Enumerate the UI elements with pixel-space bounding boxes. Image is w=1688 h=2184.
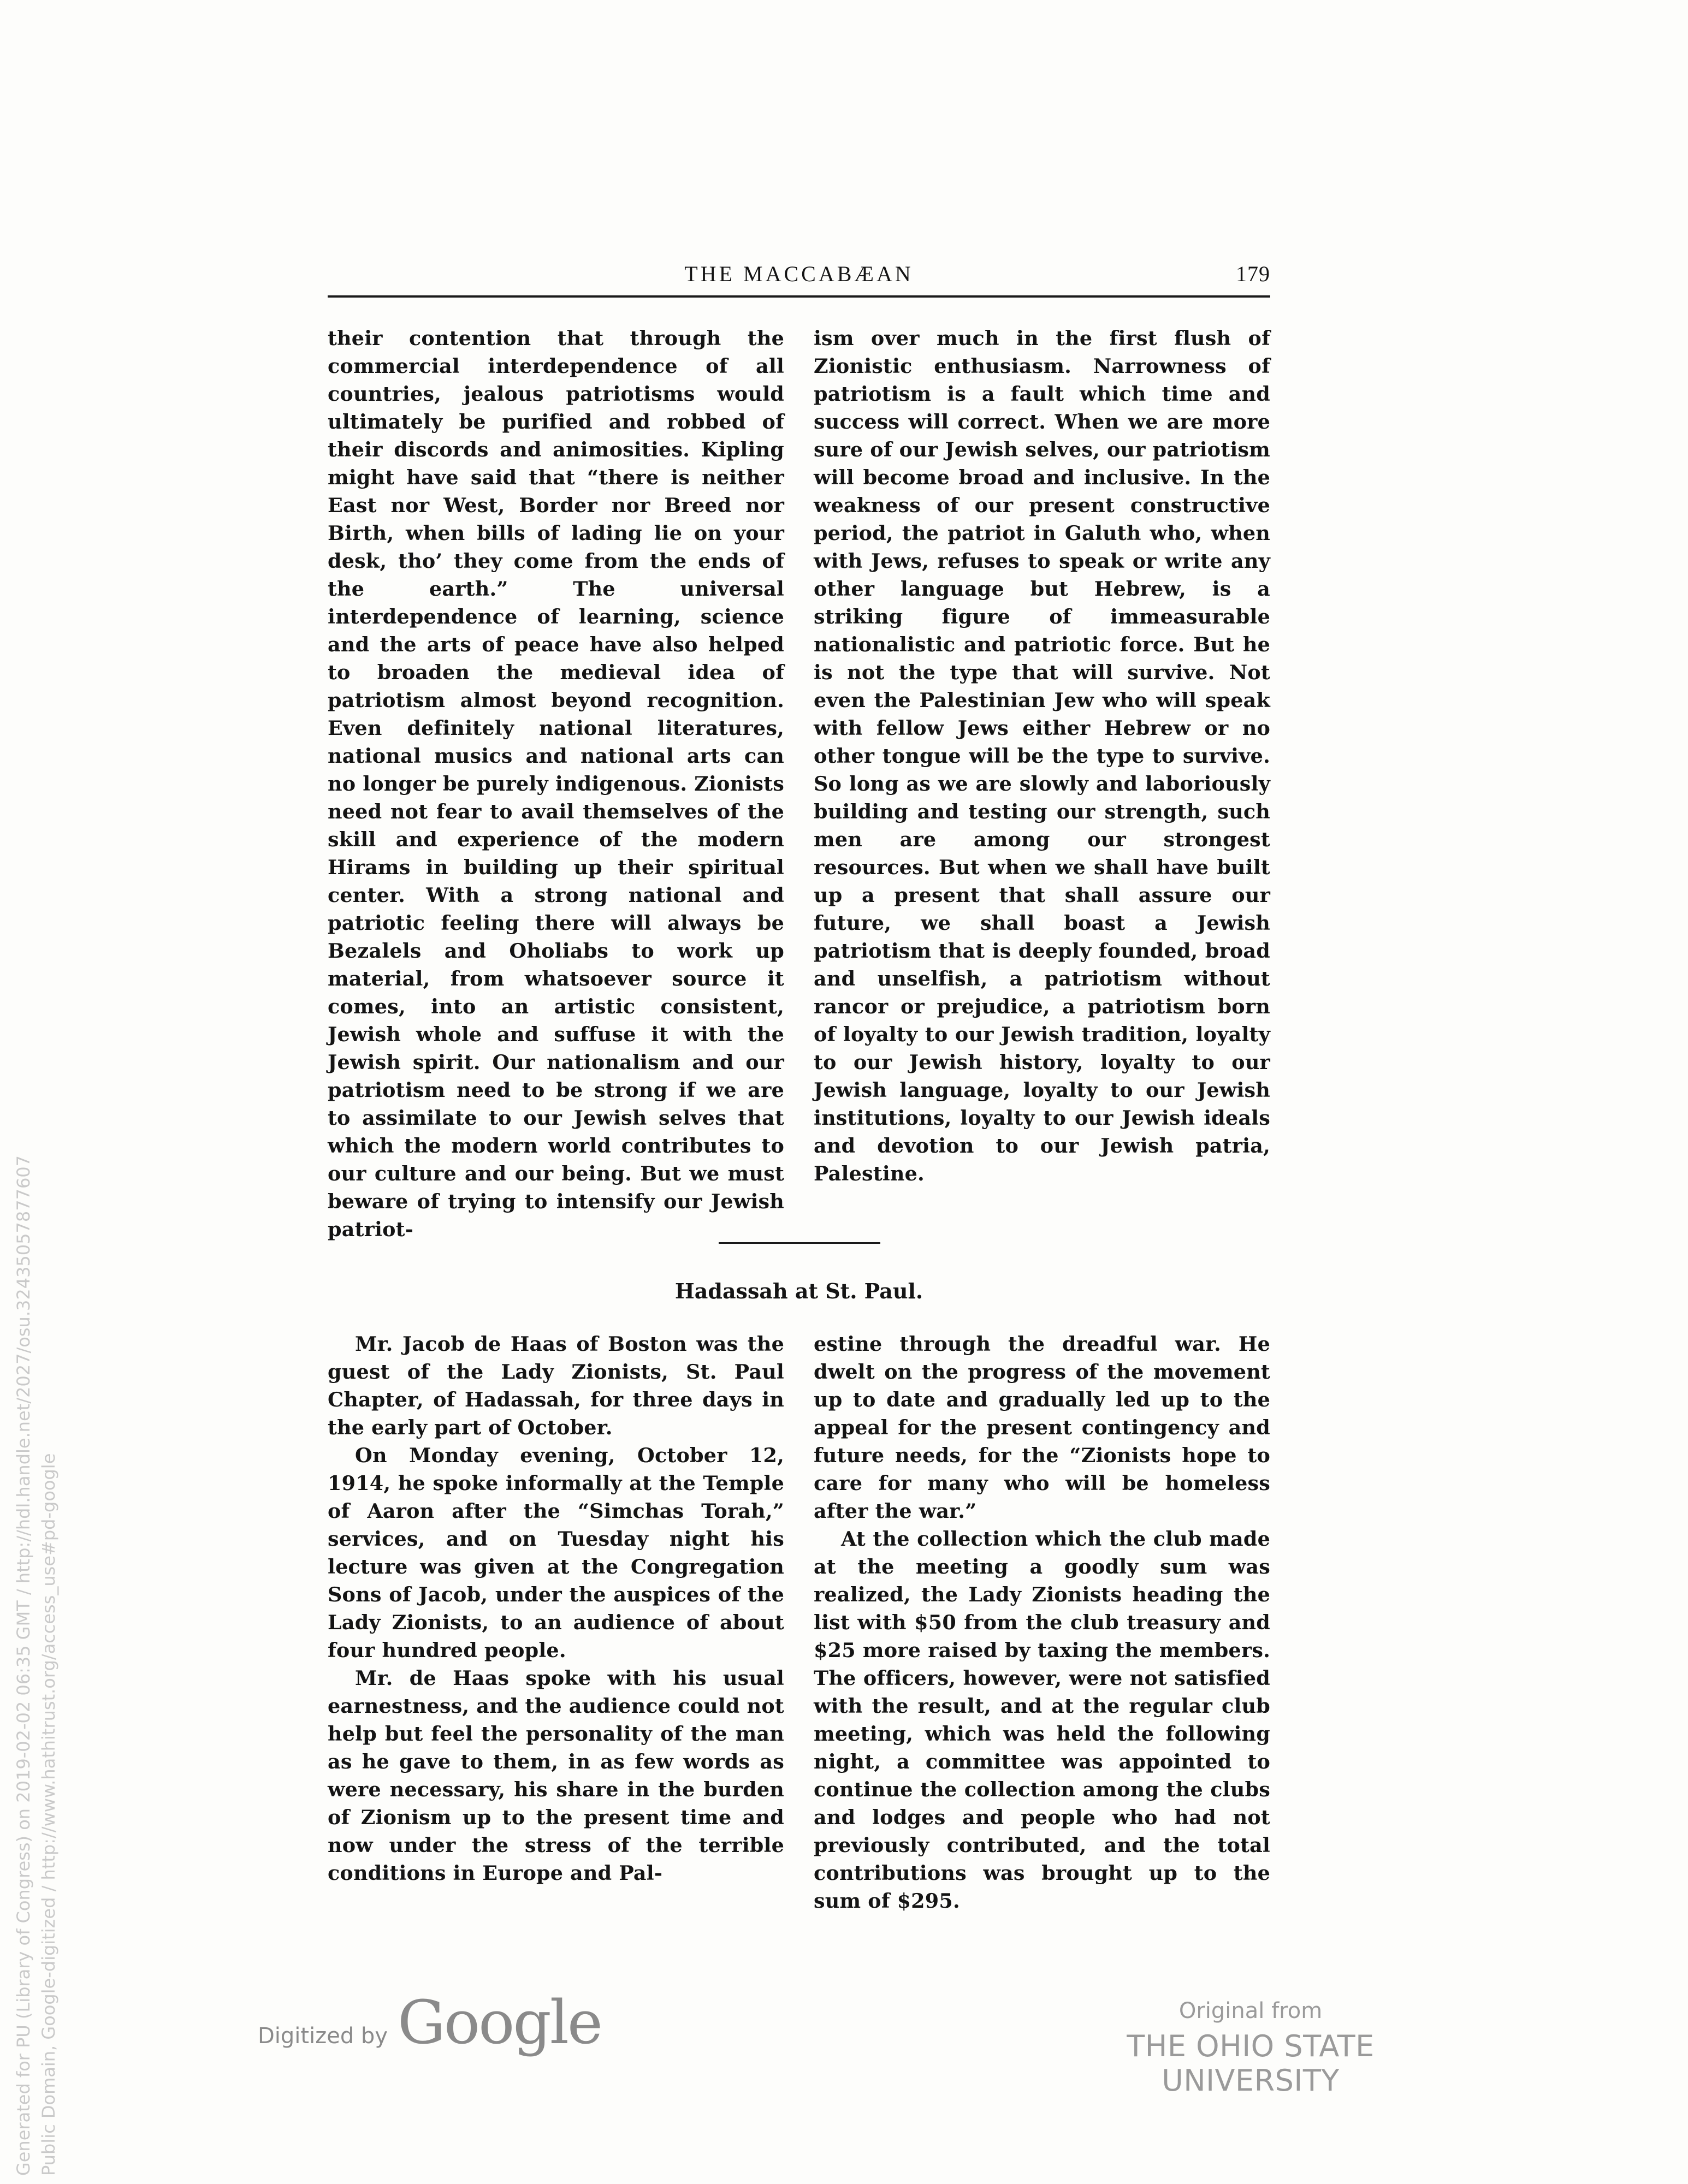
paragraph: ism over much in the first flush of Zionistic enthusiasm. Narrowness of patriotism is a fault which time and success will correct. When we are more sure of our Jewish selves, our patriotism will become broad and inclusive. In the weakness of our present constructive period, the patriot in Galuth who, when with Jews, refuses to speak or write any other language but Hebrew, is a striking figure of immeasurable nationalistic and patriotic force. But he is not the type that will survive. Not even the Palestinian Jew who will speak with fellow Jews either Hebrew or no other tongue will be the type to survive. So long as we are slowly and laboriously building and testing our strength, such men are among our strongest resources. But when we shall have built up a present that shall assure our future, we shall boast a Jewish patriotism that is deeply founded, broad and unselfish, a patriotism without rancor or prejudice, a patriotism born of loyalty to our Jewish tradition, loyalty to our Jewish history, loyalty to our Jewish language, loyalty to our Jewish institutions, loyalty to our Jewish ideals and devotion to our Jewish patria, Palestine.	[814, 327, 1270, 1185]
section-heading: Hadassah at St. Paul.	[674, 1279, 923, 1303]
watermark-line: Generated for PU (Library of Congress) on 2019-02-02 06:35 GMT / http://hdl.handle.net/2027/osu.32435057877607	[13, 1155, 34, 2176]
running-title: THE MACCABÆAN	[684, 262, 914, 286]
hadassah-left-column	[328, 1330, 784, 1931]
article-continuation-right-column	[814, 324, 1270, 1225]
university-name: THE OHIO STATE UNIVERSITY	[1127, 2029, 1375, 2098]
section-divider	[719, 1242, 880, 1244]
header-rule	[328, 295, 1270, 298]
paragraph: their contention that through the commercial interdependence of all countries, jealous patriotisms would ultimately be purified and robbed of their discords and animosities. Kipling might have said that “there is neither East nor West, Border nor Breed nor Birth, when bills of lading lie on your desk, tho’ they come from the ends of the earth.” The universal interdependence of learning, science and the arts of peace have also helped to broaden the medieval idea of patriotism almost beyond recognition. Even definitely national literatures, national musics and national arts can no longer be purely indigenous. Zionists need not fear to avail themselves of the skill and experience of the modern Hirams in building up their spiritual center. With a strong national and patriotic feeling there will always be Bezalels and Oholiabs to work up material, from whatsoever source it comes, into an artistic consistent, Jewish whole and suffuse it with the Jewish spirit. Our nationalism and our patriotism need to be strong if we are to assimilate to our Jewish selves that which the modern world contributes to our culture and our being. But we must beware of trying to intensify our Jewish patriot-	[328, 327, 784, 1241]
page-number: 179	[1236, 262, 1270, 286]
google-logo	[258, 1987, 601, 2058]
google-wordmark: Google	[398, 1987, 602, 2057]
running-header	[328, 256, 1270, 295]
original-from-label: Original from	[1178, 1998, 1323, 2023]
digitized-by-label: Digitized by	[258, 2023, 388, 2049]
hadassah-right-column	[814, 1330, 1270, 1931]
paragraph: Mr. Jacob de Haas of Boston was the guest of the Lady Zionists, St. Paul Chapter, of Hadassah, for three days in the early part of October.	[328, 1332, 784, 1439]
original-source-block	[1054, 1998, 1447, 2098]
paragraph: Mr. de Haas spoke with his usual earnestness, and the audience could not help but feel the personality of the man as he gave to them, in as few words as were necessary, his share in the burden of Zionism up to the present time and now under the stress of the terrible conditions in Europe and Pal-	[328, 1666, 784, 1885]
article-continuation-left-column	[328, 324, 784, 1241]
watermark-line: Public Domain, Google-digitized / http://www.hathitrust.org/access_use#pd-google	[38, 1453, 59, 2176]
provenance-watermark	[11, 1155, 61, 2176]
paragraph: On Monday evening, October 12, 1914, he spoke informally at the Temple of Aaron after the “Simchas Torah,” services, and on Tuesday night his lecture was given at the Congregation Sons of Jacob, under the auspices of the Lady Zionists, to an audience of about four hundred people.	[328, 1444, 784, 1662]
paragraph: At the collection which the club made at the meeting a goodly sum was realized, the Lady Zionists heading the list with $50 from the club treasury and $25 more raised by taxing the members. The officers, however, were not satisfied with the result, and at the regular club meeting, which was held the following night, a committee was appointed to continue the collection among the clubs and lodges and people who had not previously contributed, and the total contributions was brought up to the sum of $295.	[814, 1527, 1270, 1913]
paragraph: estine through the dreadful war. He dwelt on the progress of the movement up to date and gradually led up to the appeal for the present contingency and future needs, for the “Zionists hope to care for many who will be homeless after the war.”	[814, 1332, 1270, 1523]
